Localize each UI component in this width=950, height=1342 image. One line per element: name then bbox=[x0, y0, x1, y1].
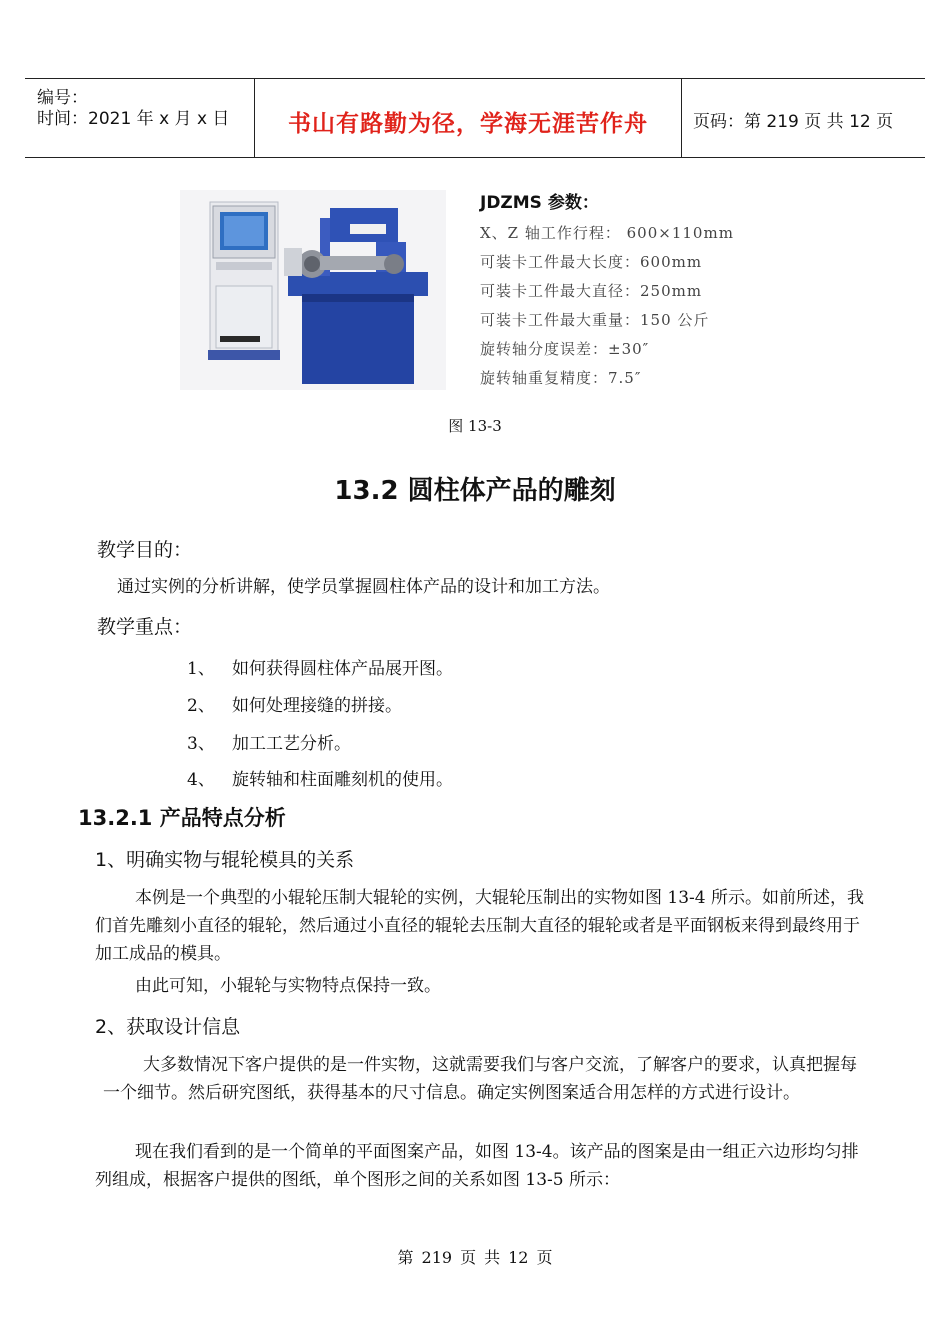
parameter-line: X、Z 轴工作行程： 600×110mm bbox=[480, 224, 734, 242]
teaching-goal-label: 教学目的： bbox=[97, 539, 193, 561]
page-footer bbox=[0, 1245, 950, 1268]
focus-list-item bbox=[187, 729, 351, 754]
focus-list-item bbox=[187, 765, 453, 790]
footer-text: 共 bbox=[484, 1248, 501, 1267]
list-number: 1、 bbox=[187, 659, 215, 679]
footer-page-number: 219 bbox=[421, 1248, 453, 1267]
list-text: 旋转轴和柱面雕刻机的使用。 bbox=[232, 770, 453, 790]
list-text: 加工工艺分析。 bbox=[232, 734, 351, 754]
engraving-machine-illustration bbox=[180, 190, 446, 390]
list-number: 3、 bbox=[187, 734, 215, 754]
figure-caption: 图 13-3 bbox=[448, 417, 502, 435]
header-motto: 书山有路勤为径，学海无涯苦作舟 bbox=[288, 111, 648, 137]
list-text: 如何获得圆柱体产品展开图。 bbox=[232, 659, 453, 679]
machine-photo bbox=[180, 190, 446, 390]
page-header bbox=[25, 78, 925, 158]
parameter-line: 旋转轴重复精度：7.5″ bbox=[480, 369, 642, 387]
parameter-line: 可装卡工件最大长度：600mm bbox=[480, 253, 703, 271]
part2-heading: 2、获取设计信息 bbox=[95, 1016, 241, 1038]
part1-heading: 1、明确实物与辊轮模具的关系 bbox=[95, 849, 355, 871]
list-number: 4、 bbox=[187, 770, 215, 790]
parameter-line: 旋转轴分度误差：±30″ bbox=[480, 340, 650, 358]
header-left-cell bbox=[25, 79, 253, 157]
header-right-cell bbox=[681, 79, 925, 157]
parameter-line: 可装卡工件最大直径：250mm bbox=[480, 282, 703, 300]
teaching-goal-text: 通过实例的分析讲解，使学员掌握圆柱体产品的设计和加工方法。 bbox=[117, 577, 610, 597]
header-page-label: 页码：第 219 页 共 12 页 bbox=[693, 112, 894, 132]
focus-list-item bbox=[187, 654, 453, 679]
part1-paragraph-2: 由此可知，小辊轮与实物特点保持一致。 bbox=[135, 976, 441, 996]
part1-paragraph: 本例是一个典型的小辊轮压制大辊轮的实例，大辊轮压制出的实物如图 13-4 所示。如前所述，我们首先雕刻小直径的辊轮，然后通过小直径的辊轮去压制大直径的辊轮或者是平面钢板来得到最终用于加工成品的模具。 bbox=[95, 888, 864, 964]
document-time-label: 时间：2021 年 x 月 x 日 bbox=[37, 109, 230, 129]
parameter-line: 可装卡工件最大重量：150 公斤 bbox=[480, 311, 710, 329]
document-number-label: 编号： bbox=[37, 88, 88, 108]
footer-text: 页 bbox=[536, 1248, 553, 1267]
list-text: 如何处理接缝的拼接。 bbox=[232, 696, 402, 716]
footer-text: 页 bbox=[460, 1248, 477, 1267]
teaching-focus-label: 教学重点： bbox=[97, 616, 193, 638]
section-title: 13.2 圆柱体产品的雕刻 bbox=[334, 476, 616, 506]
header-middle-cell bbox=[254, 79, 682, 157]
footer-total-pages: 12 bbox=[508, 1248, 529, 1267]
footer-text: 第 bbox=[397, 1248, 414, 1267]
part2-paragraph: 大多数情况下客户提供的是一件实物，这就需要我们与客户交流，了解客户的要求，认真把握每一个细节。然后研究图纸，获得基本的尺寸信息。确定实例图案适合用怎样的方式进行设计。 bbox=[103, 1055, 857, 1103]
subsection-title: 13.2.1 产品特点分析 bbox=[78, 806, 286, 830]
parameters-title: JDZMS 参数： bbox=[480, 193, 599, 213]
machine-parameters bbox=[480, 188, 780, 393]
focus-list-item bbox=[187, 691, 402, 716]
list-number: 2、 bbox=[187, 696, 215, 716]
part2-paragraph-2: 现在我们看到的是一个简单的平面图案产品，如图 13-4。该产品的图案是由一组正六边形均匀排列组成，根据客户提供的图纸，单个图形之间的关系如图 13-5 所示： bbox=[95, 1142, 859, 1190]
